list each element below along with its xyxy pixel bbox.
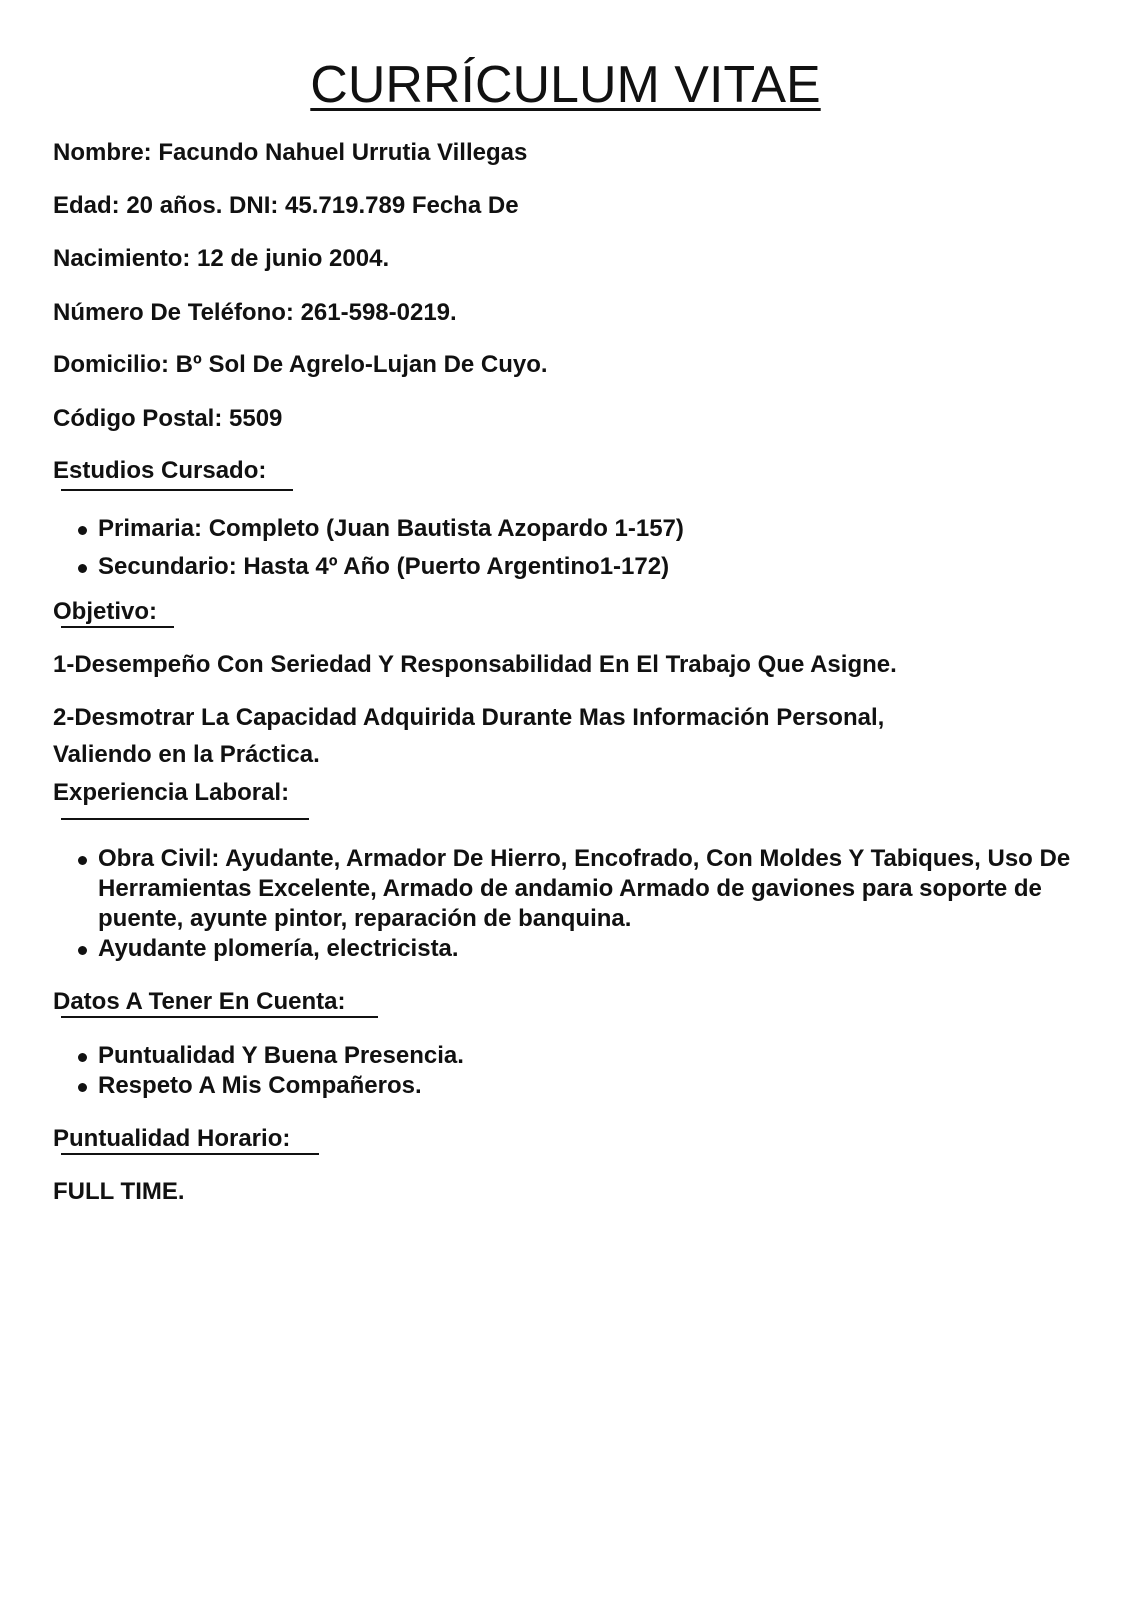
age-dni-line: Edad: 20 años. DNI: 45.719.789 Fecha De	[53, 192, 519, 219]
schedule-value: FULL TIME.	[53, 1178, 185, 1205]
objective-heading: Objetivo:	[53, 598, 158, 625]
studies-heading-underline	[61, 489, 293, 491]
list-item	[78, 514, 684, 544]
experience-heading-underline	[61, 818, 309, 820]
experience-item-text: Obra Civil: Ayudante, Armador De Hierro, Encofrado, Con Moldes Y Tabiques, Uso De Herramientas Excelente, Armado de andamio Armado de gaviones para soporte de puente, ayunte pintor, reparación de banquina.	[98, 845, 1071, 932]
postal-code-line: Código Postal: 5509	[53, 405, 283, 432]
notes-list	[78, 1041, 464, 1101]
objective-line-2b: Valiendo en la Práctica.	[53, 741, 320, 768]
schedule-heading-underline	[61, 1153, 319, 1155]
notes-item-text: Puntualidad Y Buena Presencia.	[98, 1042, 464, 1069]
experience-list	[78, 844, 1078, 964]
bullet-icon	[78, 1053, 87, 1062]
studies-item-text: Primaria: Completo (Juan Bautista Azopardo 1-157)	[98, 515, 684, 542]
birth-date-line: Nacimiento: 12 de junio 2004.	[53, 245, 390, 272]
objective-heading-underline	[61, 626, 174, 628]
list-item	[78, 1041, 464, 1071]
experience-item-text: Ayudante plomería, electricista.	[98, 935, 459, 962]
objective-line-2a: 2-Desmotrar La Capacidad Adquirida Durante Mas Información Personal,	[53, 704, 885, 731]
list-item	[78, 844, 1078, 934]
objective-line-1: 1-Desempeño Con Seriedad Y Responsabilidad En El Trabajo Que Asigne.	[53, 651, 897, 678]
schedule-heading: Puntualidad Horario:	[53, 1125, 291, 1152]
list-item	[78, 934, 1078, 964]
bullet-icon	[78, 564, 87, 573]
notes-heading: Datos A Tener En Cuenta:	[53, 988, 346, 1015]
bullet-icon	[78, 1083, 87, 1092]
notes-item-text: Respeto A Mis Compañeros.	[98, 1072, 422, 1099]
studies-list	[78, 514, 684, 582]
document-title-text: CURRÍCULUM VITAE	[310, 56, 821, 114]
notes-heading-underline	[61, 1016, 378, 1018]
name-line: Nombre: Facundo Nahuel Urrutia Villegas	[53, 139, 528, 166]
studies-item-text: Secundario: Hasta 4º Año (Puerto Argentino1-172)	[98, 553, 670, 580]
list-item	[78, 552, 684, 582]
bullet-icon	[78, 856, 87, 865]
bullet-icon	[78, 946, 87, 955]
list-item	[78, 1071, 464, 1101]
bullet-icon	[78, 526, 87, 535]
phone-line: Número De Teléfono: 261-598-0219.	[53, 299, 457, 326]
address-line: Domicilio: Bº Sol De Agrelo-Lujan De Cuyo.	[53, 351, 548, 378]
experience-heading: Experiencia Laboral:	[53, 779, 290, 806]
studies-heading: Estudios Cursado:	[53, 457, 267, 484]
document-title	[0, 55, 1131, 115]
